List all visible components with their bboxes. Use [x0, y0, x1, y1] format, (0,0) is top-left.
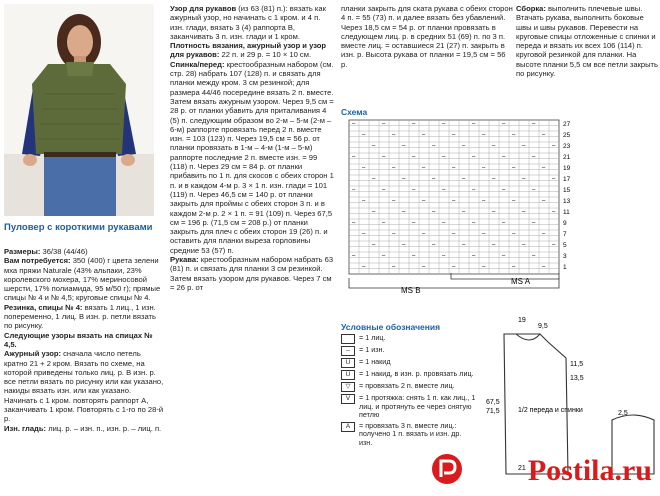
- gauge-text: 22 п. и 29 р. = 10 × 10 см.: [219, 50, 312, 60]
- legend-item: [341, 370, 476, 380]
- chart-purl-mark: –: [402, 176, 406, 182]
- sleeve-pattern-label: Узор для рукавов: [170, 4, 237, 13]
- chart-purl-mark: –: [512, 198, 516, 204]
- chart-purl-mark: –: [552, 143, 556, 149]
- chart-purl-mark: –: [552, 209, 556, 215]
- ms-b-label: MS B: [401, 286, 421, 295]
- chart-purl-mark: –: [432, 242, 436, 248]
- legend-symbol: A: [341, 422, 355, 432]
- chart-purl-mark: –: [502, 121, 506, 127]
- chart-purl-mark: –: [372, 143, 376, 149]
- dim-shoulder: 9,5: [538, 323, 548, 330]
- chart-purl-mark: –: [472, 187, 476, 193]
- chart-purl-mark: –: [482, 198, 486, 204]
- assembly-body: выполнить плечевые швы. Втачать рукава, выполнить боковые швы и швы рукавов. Перевести на круговые спицы отложенные с спинки и переда и вязать их всех 106 (114) п. круговой резинкой для планки. На высоте планки 5,5 см все петли закрыть по рисунку.: [516, 4, 658, 79]
- chart-purl-mark: –: [532, 187, 536, 193]
- chart-purl-mark: –: [442, 253, 446, 259]
- chart-row-number: 25: [563, 132, 571, 139]
- legend-text: = провязать 2 п. вместе лиц.: [359, 381, 455, 390]
- chart-purl-mark: –: [532, 220, 536, 226]
- chart-purl-mark: –: [502, 220, 506, 226]
- chart-purl-mark: –: [522, 143, 526, 149]
- legend-symbol: ▽: [341, 382, 355, 392]
- chart-purl-mark: –: [412, 220, 416, 226]
- postila-logo-icon: [430, 452, 464, 486]
- chart-purl-mark: –: [542, 132, 546, 138]
- chart-purl-mark: –: [362, 198, 366, 204]
- watermark: Postila.ru: [527, 454, 652, 487]
- chart-purl-mark: –: [442, 121, 446, 127]
- chart-purl-mark: –: [382, 187, 386, 193]
- chart-purl-mark: –: [522, 176, 526, 182]
- dim-sleeve-top: 2,5: [618, 410, 628, 417]
- chart-row-number: 1: [563, 264, 567, 271]
- chart-purl-mark: –: [512, 231, 516, 237]
- chart-purl-mark: –: [412, 154, 416, 160]
- chart-purl-mark: –: [452, 198, 456, 204]
- chart-purl-mark: –: [442, 154, 446, 160]
- chart-purl-mark: –: [432, 209, 436, 215]
- chart-row-number: 23: [563, 143, 571, 150]
- ms-a-label: MS A: [511, 277, 531, 286]
- chart-purl-mark: –: [452, 231, 456, 237]
- chart-purl-mark: –: [512, 132, 516, 138]
- chart-purl-mark: –: [352, 121, 356, 127]
- chart-purl-mark: –: [492, 242, 496, 248]
- chart-purl-mark: –: [402, 242, 406, 248]
- legend-text: = 1 накид: [359, 357, 391, 366]
- reverse-text: лиц. р. – изн. п., изн. р. – лиц. п.: [46, 423, 162, 433]
- sleeve-pattern-text: (из 63 (81) п.): вязать как ажурный узор, но начинать с 1 кром. и 4 п. изн. глади, вязать 3 (4) раппорта В, заканчивать 3 п. изн. глади и 1 кром.: [170, 4, 326, 41]
- chart-purl-mark: –: [392, 264, 396, 270]
- chart-purl-mark: –: [422, 132, 426, 138]
- chart-purl-mark: –: [472, 220, 476, 226]
- chart-purl-mark: –: [522, 242, 526, 248]
- sleeves-text: крестообразным набором набрать 63 (81) п. и связать для планки 3 см резинкой. Затем вязать узором для рукавов. Через 7 см = 26 р. от: [170, 255, 334, 292]
- chart-purl-mark: –: [352, 220, 356, 226]
- chart-purl-mark: –: [402, 209, 406, 215]
- gauge-label: Плотность вязания, ажурный узор и узор для рукавов:: [170, 41, 327, 60]
- chart-purl-mark: –: [492, 143, 496, 149]
- legend-title: Условные обозначения: [341, 322, 441, 332]
- legend-item: [341, 346, 476, 356]
- chart-purl-mark: –: [392, 165, 396, 171]
- chart-purl-mark: –: [382, 253, 386, 259]
- chart-purl-mark: –: [512, 165, 516, 171]
- chart-purl-mark: –: [462, 209, 466, 215]
- chart-purl-mark: –: [542, 165, 546, 171]
- chart-purl-mark: –: [482, 264, 486, 270]
- chart-purl-mark: –: [462, 176, 466, 182]
- dim-armhole: 11,5: [570, 361, 584, 368]
- dim-width: 21: [518, 465, 526, 472]
- chart-purl-mark: –: [512, 264, 516, 270]
- chart-purl-mark: –: [472, 253, 476, 259]
- chart-purl-mark: –: [412, 187, 416, 193]
- chart-purl-mark: –: [532, 154, 536, 160]
- chart-purl-mark: –: [352, 187, 356, 193]
- chart-purl-mark: –: [352, 154, 356, 160]
- chart-purl-mark: –: [362, 132, 366, 138]
- legend-item: [341, 422, 476, 448]
- legend-symbol: U: [341, 358, 355, 368]
- instructions-column-2: [170, 4, 336, 492]
- legend-text: = 1 протяжка: снять 1 п. как лиц., 1 лиц. и протянуть ее через снятую петлю: [359, 393, 476, 420]
- instructions-column-1: [4, 247, 164, 492]
- back-front-text: крестообразным набором (см. стр. 28) набрать 107 (128) п. и связать для планки между кром. 3 см резинкой; для размера 44/46 посередине вязать 2 п. вместе. Затем вязать ажурным узором. Через 9,5 см = 28 р. от планки убавить для приталивания 4 (5) п. следующим образом во 2-м – 5-м (2-м – 6-м) раппорте провязать перед 2 п. вместе изн. = 103 (123) п. Через 19,5 см = 56 р. от планки провязать в 1-м – 4-м (1-м – 5-м) раппорте последние 2 п. вместе изн. = 99 (118) п. Через 29 см = 84 р. от планки прибавить по 1 п. для скосов с обеих сторон 1 п. и в каждом 4-м р. 3 × 1 п. изн. глади = 101 (119) п. Через 46,5 см = 140 р. от планки закрыть для проймы с обеих сторон 3 п. и в каждом 2-м р. 2 × 1 п. = 91 (109) п. Через 67,5 см = 196 р. (71,5 см = 208 р.) от планки закрыть для плеч с обеих сторон 19 (26) п. и оставить для планки выреза горловины средние 53 (57) п.: [170, 59, 334, 255]
- chart-row-number: 21: [563, 154, 571, 161]
- chart-row-number: 19: [563, 165, 571, 172]
- chart-purl-mark: –: [472, 154, 476, 160]
- materials-label: Вам потребуется:: [4, 256, 71, 266]
- rib-text: вязать 1 лиц., 1 изн. попеременно, 1 лиц. В изн. р. петли вязать по рисунку.: [4, 302, 156, 331]
- chart-purl-mark: –: [372, 242, 376, 248]
- chart-purl-mark: –: [372, 176, 376, 182]
- chart-purl-mark: –: [362, 231, 366, 237]
- chart-purl-mark: –: [352, 253, 356, 259]
- chart-row-number: 13: [563, 198, 571, 205]
- chart-purl-mark: –: [502, 253, 506, 259]
- chart-purl-mark: –: [502, 187, 506, 193]
- chart-row-number: 17: [563, 176, 571, 183]
- sizes-text: 36/38 (44/46): [40, 247, 88, 256]
- legend-symbol: V: [341, 394, 355, 404]
- legend-symbol: Ū: [341, 370, 355, 380]
- chart-purl-mark: –: [442, 187, 446, 193]
- chart-purl-mark: –: [452, 165, 456, 171]
- lace-text: сначала число петель кратно 21 + 2 кром. Вязать по схеме, на которой приведены только лиц. р. В изн. р. все петли вязать по рисунку или как указано, накиды вязать изн. или как указано. Начинать с 1 кром. повторять раппорт А, заканчивать 1 кром. Повторять с 1-го по 28-й р.: [4, 349, 164, 424]
- chart-purl-mark: –: [462, 242, 466, 248]
- legend-item: [341, 382, 476, 392]
- sleeves-label: Рукава:: [170, 255, 199, 265]
- chart-purl-mark: –: [382, 154, 386, 160]
- chart-purl-mark: –: [422, 231, 426, 237]
- rib-label: Резинка, спицы № 4:: [4, 302, 83, 312]
- chart-purl-mark: –: [552, 242, 556, 248]
- needles-note: Следующие узоры вязать на спицах № 4,5.: [4, 330, 153, 349]
- chart-purl-mark: –: [452, 264, 456, 270]
- chart-purl-mark: –: [482, 231, 486, 237]
- legend-text: = 1 накид, в изн. р. провязать лиц.: [359, 369, 474, 378]
- assembly-text: [516, 4, 658, 94]
- chart-purl-mark: –: [432, 143, 436, 149]
- chart-purl-mark: –: [492, 176, 496, 182]
- chart-purl-mark: –: [542, 264, 546, 270]
- legend-symbol: [341, 334, 355, 344]
- instructions-column-3: планки закрыть для ската рукава с обеих сторон 4 п. = 55 (73) п. и далее вязать без убавлений. Через 18,5 см = 54 р. от планки провязать в следующем лиц. р. в средних 51 (69) п. по 3 п. вместе лиц. = оставшиеся 21 (27) п. закрыть в изн. р. Высота рукава от планки = 19,5 см = 56 р.: [341, 4, 513, 69]
- legend-text: = 1 изн.: [359, 345, 385, 354]
- model-photo: [4, 4, 154, 216]
- lace-label: Ажурный узор:: [4, 349, 61, 359]
- chart-purl-mark: –: [462, 143, 466, 149]
- chart-purl-mark: –: [382, 121, 386, 127]
- chart-purl-mark: –: [372, 209, 376, 215]
- chart-row-number: 7: [563, 231, 567, 238]
- chart-row-number: 3: [563, 253, 567, 260]
- chart-row-number: 9: [563, 220, 567, 227]
- piece-label: 1/2 переда и спинки: [518, 407, 583, 414]
- chart-purl-mark: –: [362, 165, 366, 171]
- chart-row-number: 5: [563, 242, 567, 249]
- chart-purl-mark: –: [412, 121, 416, 127]
- chart-purl-mark: –: [392, 231, 396, 237]
- legend-item: [341, 394, 476, 420]
- chart-row-number: 11: [563, 209, 570, 216]
- legend-symbol: –: [341, 346, 355, 356]
- stitch-chart: [341, 118, 577, 296]
- sizes-label: Размеры:: [4, 247, 41, 256]
- chart-purl-mark: –: [472, 121, 476, 127]
- chart-purl-mark: –: [452, 132, 456, 138]
- chart-purl-mark: –: [502, 154, 506, 160]
- dim-armhole-alt: 13,5: [570, 375, 584, 382]
- chart-purl-mark: –: [552, 176, 556, 182]
- assembly-label: Сборка:: [516, 4, 546, 13]
- reverse-label: Изн. гладь:: [4, 423, 47, 433]
- chart-purl-mark: –: [492, 209, 496, 215]
- chart-purl-mark: –: [422, 198, 426, 204]
- legend: [341, 334, 476, 450]
- chart-purl-mark: –: [362, 264, 366, 270]
- dim-length-alt: 71,5: [486, 408, 500, 415]
- chart-row-number: 15: [563, 187, 571, 194]
- legend-item: [341, 358, 476, 368]
- chart-row-number: 27: [563, 121, 571, 128]
- chart-purl-mark: –: [442, 220, 446, 226]
- chart-purl-mark: –: [432, 176, 436, 182]
- chart-purl-mark: –: [402, 143, 406, 149]
- chart-title: Схема: [341, 107, 368, 117]
- dim-length: 67,5: [486, 399, 500, 406]
- chart-purl-mark: –: [482, 132, 486, 138]
- chart-purl-mark: –: [382, 220, 386, 226]
- back-front-label: Спинка/перед:: [170, 59, 225, 69]
- chart-purl-mark: –: [542, 198, 546, 204]
- legend-text: = 1 лиц.: [359, 333, 386, 342]
- materials-text: 350 (400) г цвета зелени мха пряжи Naturale (43% альпаки, 23% королевского мохера, 17% мериносовой шерсти, 17% полиамида, 95 м/50 г); прямые спицы № 4 и № 4,5; круговые спицы № 4.: [4, 256, 161, 303]
- legend-item: [341, 334, 476, 344]
- chart-purl-mark: –: [532, 253, 536, 259]
- chart-purl-mark: –: [422, 165, 426, 171]
- chart-purl-mark: –: [412, 253, 416, 259]
- chart-purl-mark: –: [522, 209, 526, 215]
- legend-text: = провязать 3 п. вместе лиц.: получено 1 п. вязать и изн. др. изн.: [359, 420, 462, 447]
- dim-neck: 19: [518, 317, 526, 324]
- chart-purl-mark: –: [422, 264, 426, 270]
- pattern-title: Пуловер с короткими рукавами: [4, 222, 153, 233]
- chart-purl-mark: –: [542, 231, 546, 237]
- chart-purl-mark: –: [392, 132, 396, 138]
- chart-purl-mark: –: [392, 198, 396, 204]
- chart-purl-mark: –: [482, 165, 486, 171]
- chart-purl-mark: –: [532, 121, 536, 127]
